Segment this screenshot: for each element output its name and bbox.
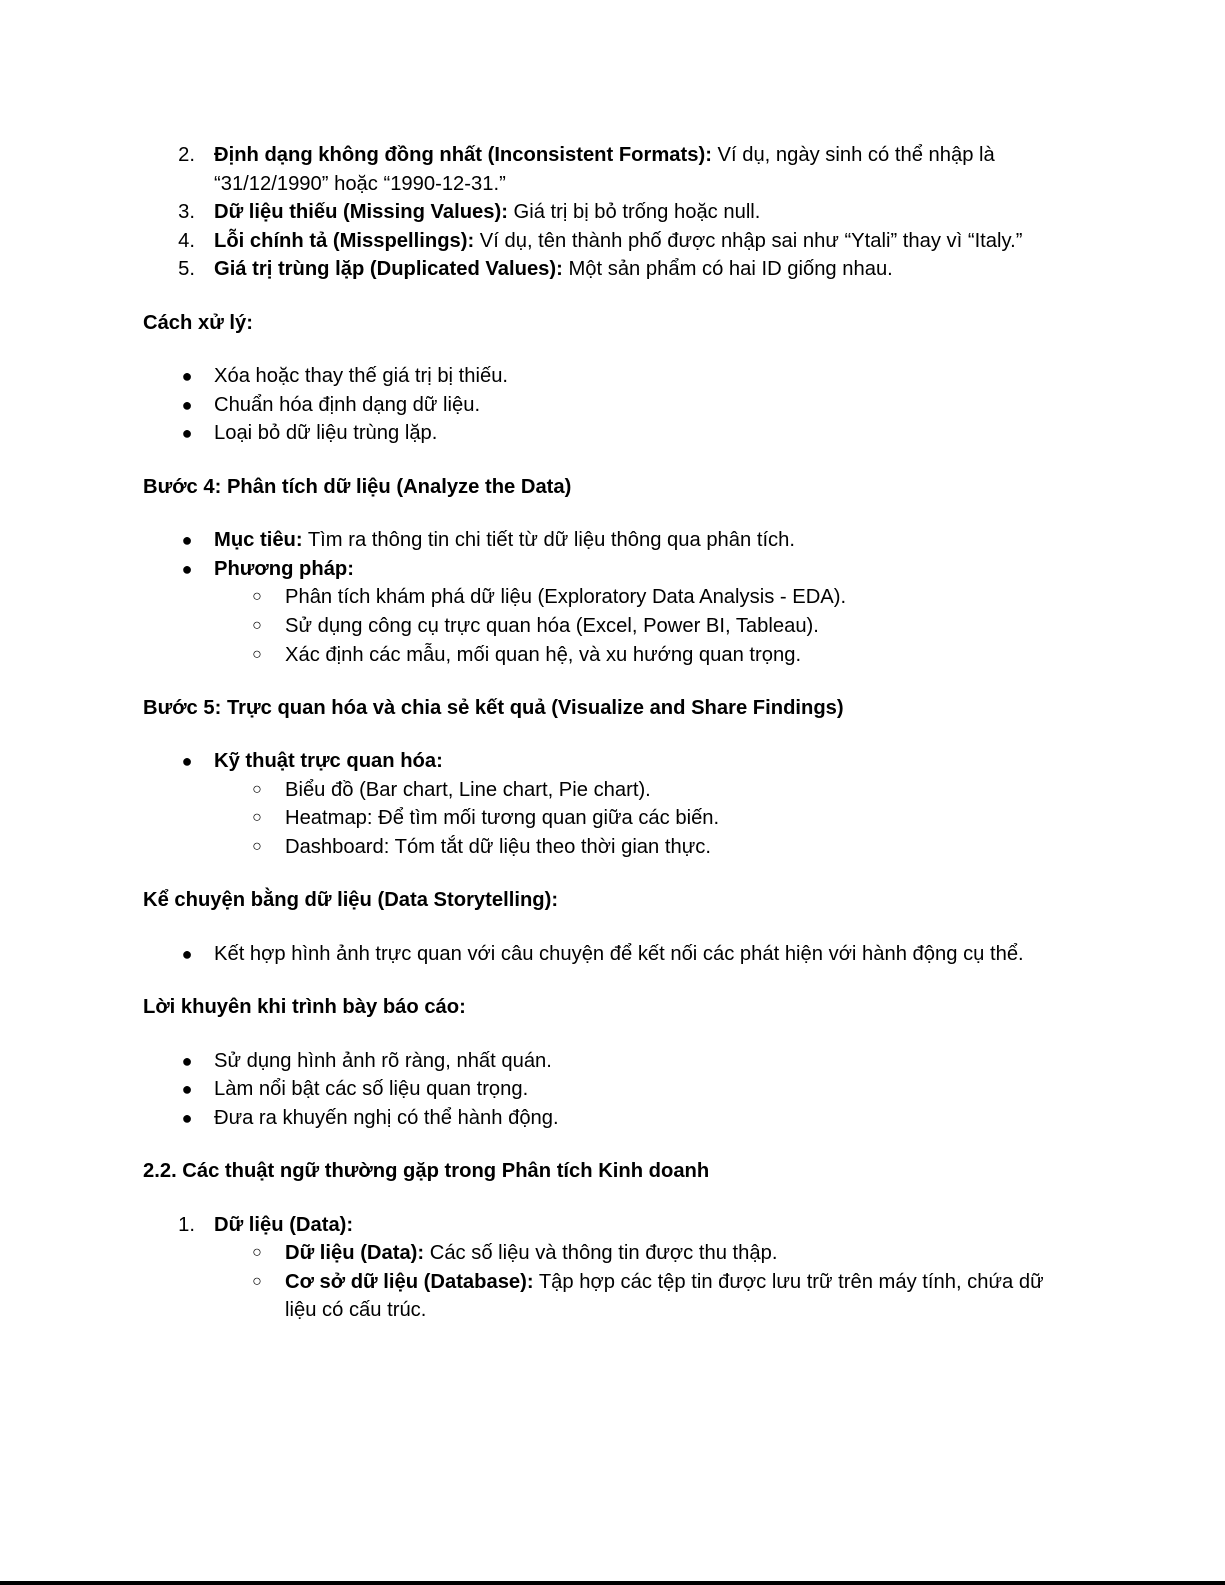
list-item xyxy=(143,1075,1073,1104)
item-text: Sử dụng công cụ trực quan hóa (Excel, Power BI, Tableau). xyxy=(285,614,819,637)
list-item xyxy=(143,255,1073,284)
bullet-icon: ● xyxy=(181,558,193,579)
sub-list-item xyxy=(143,1268,1073,1325)
sub-list-item xyxy=(143,833,1073,862)
list-item xyxy=(143,227,1073,256)
sub-list-item xyxy=(143,612,1073,641)
item-term: Dữ liệu (Data): xyxy=(214,1213,354,1236)
list-number: 4. xyxy=(178,229,195,252)
item-text: Kết hợp hình ảnh trực quan với câu chuyện để kết nối các phát hiện với hành động cụ thể. xyxy=(214,942,1024,965)
item-text: Dashboard: Tóm tắt dữ liệu theo thời gian thực. xyxy=(285,836,711,859)
list-item xyxy=(143,1104,1073,1133)
sub-list-item xyxy=(143,1239,1073,1268)
buoc-4-list xyxy=(143,526,1073,669)
circle-bullet-icon: ○ xyxy=(252,838,262,856)
heading-buoc-5: Bước 5: Trực quan hóa và chia sẻ kết quả (Visualize and Share Findings) xyxy=(143,696,844,719)
item-text: Chuẩn hóa định dạng dữ liệu. xyxy=(214,393,481,416)
item-text: Giá trị bị bỏ trống hoặc null. xyxy=(507,201,761,224)
circle-bullet-icon: ○ xyxy=(252,1244,262,1262)
list-item xyxy=(143,940,1073,969)
heading-loi-khuyen: Lời khuyên khi trình bày báo cáo: xyxy=(143,996,466,1019)
cach-xu-ly-list xyxy=(143,362,1073,448)
item-term: Lỗi chính tả (Misspellings): xyxy=(214,229,475,252)
buoc-5-list xyxy=(143,747,1073,861)
issues-list xyxy=(143,141,1073,284)
sub-list-item xyxy=(143,804,1073,833)
list-item xyxy=(143,1211,1073,1240)
list-number: 5. xyxy=(178,258,195,281)
bullet-icon: ● xyxy=(181,530,193,551)
item-text: Sử dụng hình ảnh rõ ràng, nhất quán. xyxy=(214,1049,552,1072)
list-number: 1. xyxy=(178,1213,195,1236)
storytelling-list xyxy=(143,940,1073,969)
document-content xyxy=(143,141,1073,1325)
list-item xyxy=(143,555,1073,584)
page-bottom-rule xyxy=(0,1581,1225,1585)
list-item xyxy=(143,391,1073,420)
circle-bullet-icon: ○ xyxy=(252,780,262,798)
list-item xyxy=(143,1047,1073,1076)
item-term: Mục tiêu: xyxy=(214,529,303,552)
bullet-icon: ● xyxy=(181,1079,193,1100)
item-term: Kỹ thuật trực quan hóa: xyxy=(214,750,443,773)
heading-storytelling: Kể chuyện bằng dữ liệu (Data Storytelling): xyxy=(143,889,559,912)
item-text: Đưa ra khuyến nghị có thể hành động. xyxy=(214,1106,559,1129)
item-text: Xóa hoặc thay thế giá trị bị thiếu. xyxy=(214,365,509,388)
item-term: Cơ sở dữ liệu (Database): xyxy=(285,1270,534,1293)
bullet-icon: ● xyxy=(181,366,193,387)
bullet-icon: ● xyxy=(181,394,193,415)
circle-bullet-icon: ○ xyxy=(252,616,262,634)
item-text: Làm nổi bật các số liệu quan trọng. xyxy=(214,1078,529,1101)
item-text: Ví dụ, tên thành phố được nhập sai như “Ytali” thay vì “Italy.” xyxy=(474,229,1023,252)
sub-list-item xyxy=(143,641,1073,670)
bullet-icon: ● xyxy=(181,943,193,964)
thuat-ngu-list xyxy=(143,1211,1073,1325)
bullet-icon: ● xyxy=(181,1050,193,1071)
bullet-icon: ● xyxy=(181,423,193,444)
list-item xyxy=(143,526,1073,555)
circle-bullet-icon: ○ xyxy=(252,1272,262,1290)
item-term: Giá trị trùng lặp (Duplicated Values): xyxy=(214,258,563,281)
item-term: Định dạng không đồng nhất (Inconsistent Formats): xyxy=(214,144,712,166)
item-text: Heatmap: Để tìm mối tương quan giữa các biến. xyxy=(285,807,720,830)
item-term: Dữ liệu thiếu (Missing Values): xyxy=(214,201,508,224)
bullet-icon: ● xyxy=(181,751,193,772)
item-text: Xác định các mẫu, mối quan hệ, và xu hướng quan trọng. xyxy=(285,643,802,666)
sub-list-item xyxy=(143,776,1073,805)
loi-khuyen-list xyxy=(143,1047,1073,1133)
list-item xyxy=(143,141,1073,198)
heading-buoc-4: Bước 4: Phân tích dữ liệu (Analyze the Data) xyxy=(143,475,572,498)
item-term: Dữ liệu (Data): xyxy=(285,1242,425,1265)
item-text: Các số liệu và thông tin được thu thập. xyxy=(424,1242,778,1265)
sub-list-item xyxy=(143,583,1073,612)
item-text: Biểu đồ (Bar chart, Line chart, Pie chart). xyxy=(285,778,651,801)
list-item xyxy=(143,198,1073,227)
list-number: 3. xyxy=(178,201,195,224)
circle-bullet-icon: ○ xyxy=(252,588,262,606)
item-text: Phân tích khám phá dữ liệu (Exploratory Data Analysis - EDA). xyxy=(285,586,847,609)
bullet-icon: ● xyxy=(181,1107,193,1128)
item-text: Ví dụ, ngày sinh có thể nhập là “31/12/1990” hoặc “1990-12-31.” xyxy=(214,144,995,195)
item-text: Một sản phẩm có hai ID giống nhau. xyxy=(562,258,893,281)
circle-bullet-icon: ○ xyxy=(252,809,262,827)
heading-cach-xu-ly: Cách xử lý: xyxy=(143,311,253,334)
item-text: Tìm ra thông tin chi tiết từ dữ liệu thông qua phân tích. xyxy=(302,529,795,552)
list-item xyxy=(143,747,1073,776)
list-number: 2. xyxy=(178,144,195,166)
item-text: Loại bỏ dữ liệu trùng lặp. xyxy=(214,422,438,445)
list-item xyxy=(143,419,1073,448)
heading-thuat-ngu: 2.2. Các thuật ngữ thường gặp trong Phân tích Kinh doanh xyxy=(143,1160,710,1183)
item-text: Tập hợp các tệp tin được lưu trữ trên máy tính, chứa dữ liệu có cấu trúc. xyxy=(285,1270,1044,1322)
circle-bullet-icon: ○ xyxy=(252,645,262,663)
item-term: Phương pháp: xyxy=(214,557,354,580)
list-item xyxy=(143,362,1073,391)
